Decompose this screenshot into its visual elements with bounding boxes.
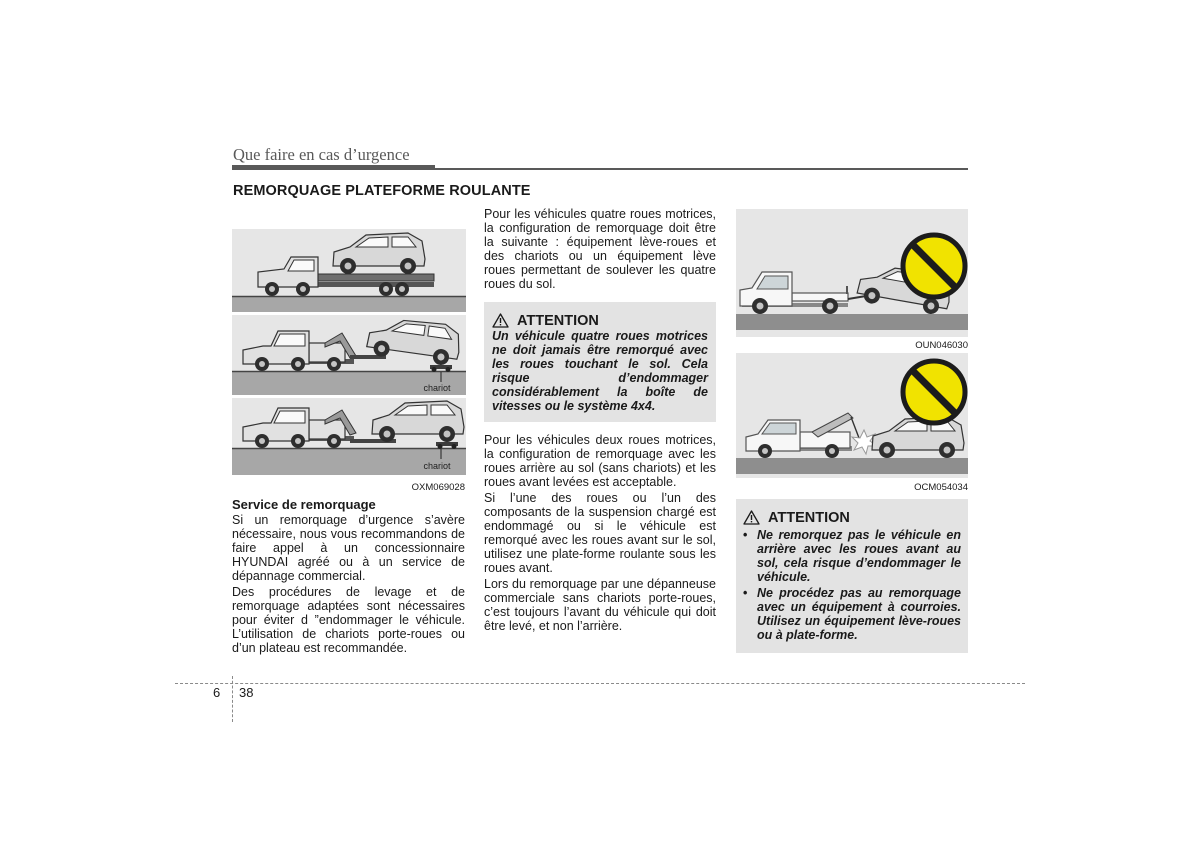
paragraph: Pour les véhicules deux roues motrices, la configuration de remorquage avec les roues arrière au sol (sans chariots) et les roues avant levées est acceptable.	[484, 433, 716, 489]
attention-item: • Ne remorquez pas le véhicule en arrière avec les roues avant au sol, cela risque d’endommager le véhicule.	[743, 528, 961, 584]
attention-title: ATTENTION	[768, 509, 850, 526]
wheel-hub	[331, 361, 337, 367]
wheel-hub	[259, 361, 265, 367]
attention-text: Un véhicule quatre roues motrices ne doit jamais être remorqué avec les roues touchant le sol. Cela risque d’endommager considérablement la boîte de vitesses ou le système 4x4.	[492, 329, 708, 413]
attention-title: ATTENTION	[517, 312, 599, 329]
footer-rule	[175, 683, 1025, 684]
wheel-hub	[345, 263, 352, 270]
wheel-hub	[331, 438, 337, 444]
wheel-hub	[444, 431, 451, 438]
dolly-wheel	[446, 367, 451, 372]
road	[736, 314, 968, 330]
warning-icon	[492, 313, 509, 328]
warning-mark	[500, 318, 501, 323]
figure-caption: OXM069028	[411, 482, 465, 493]
attention-header	[492, 312, 708, 329]
flatbed-scene	[232, 229, 466, 312]
wheel-hub	[405, 263, 412, 270]
towing-methods-illustration	[232, 229, 466, 475]
warning-dot	[751, 521, 752, 522]
paragraph: Des procédures de levage et de remorquage adaptées sont nécessaires pour éviter d ”endommager le véhicule. L’utilisation de chariots porte-roues ou d’un plateau est recommandée.	[232, 585, 465, 655]
wheel-hub	[295, 361, 301, 367]
wheel-hub	[884, 447, 891, 454]
attention-item: • Ne procédez pas au remorquage avec un équipement à courroies. Utilisez un équipement lève-roues ou à plate-forme.	[743, 586, 961, 642]
wheel-hub	[827, 303, 834, 310]
wheel-hub	[944, 447, 951, 454]
footer-divider	[232, 676, 233, 722]
truck-window	[274, 411, 305, 423]
subheading: Service de remorquage	[232, 497, 376, 512]
wheel-hub	[399, 286, 405, 292]
warning-dot	[500, 324, 501, 325]
paragraph: Si un remorquage d’urgence s’avère nécessaire, nous vous recommandons de faire appel à un concessionnaire HYUNDAI agréé ou à un service de dépannage commercial.	[232, 513, 465, 583]
wheel-hub	[269, 286, 275, 292]
crane-tow-prohibited-illustration	[736, 353, 968, 478]
header-rule-accent	[232, 165, 435, 170]
dolly-wheel	[438, 444, 443, 449]
paragraph: Pour les véhicules quatre roues motrices, la configuration de remorquage doit être la suivante : équipement lève-roues et des chariots ou un équipement lève roues permettant de soulever les quatre roues du sol.	[484, 207, 716, 291]
warning-mark	[751, 515, 752, 520]
flatbed-deck	[792, 293, 848, 301]
wheel-hub	[295, 438, 301, 444]
page-title: REMORQUAGE PLATEFORME ROULANTE	[233, 183, 531, 199]
wheel-lift-dolly-scene	[232, 314, 466, 395]
road	[736, 458, 968, 474]
wheel-hub	[762, 448, 768, 454]
wheel-hub	[384, 431, 391, 438]
dolly-label: chariot	[423, 383, 451, 393]
flat-tow-prohibited-illustration	[736, 209, 968, 337]
paragraph: Lors du remorquage par une dépanneuse commerciale sans chariots porte-roues, c’est toujours l’avant du véhicule qui doit être levé, et non l’arrière.	[484, 577, 716, 633]
attention-box	[736, 499, 968, 653]
wheel-hub	[300, 286, 306, 292]
road	[232, 296, 466, 312]
dolly-wheel	[452, 444, 457, 449]
wheel-hub	[757, 303, 764, 310]
prohibition-icon	[903, 361, 965, 423]
attention-list	[743, 528, 961, 642]
flatbed-post	[846, 286, 848, 294]
tow-bed	[800, 432, 850, 448]
flatbed-deck	[318, 274, 434, 281]
wheel-hub	[829, 448, 835, 454]
figure-caption: OUN046030	[915, 340, 968, 351]
wheel-hub	[383, 286, 389, 292]
wheel-hub	[259, 438, 265, 444]
dolly-wheel	[432, 367, 437, 372]
truck-window	[274, 334, 305, 346]
page-number: 38	[239, 685, 254, 700]
attention-header	[743, 509, 961, 526]
attention-box	[484, 302, 716, 422]
prohibition-icon	[903, 235, 965, 297]
section-header: Que faire en cas d’urgence	[233, 145, 410, 164]
left-column	[232, 497, 465, 657]
warning-icon	[743, 510, 760, 525]
dolly-label: chariot	[423, 461, 451, 471]
middle-column-body	[484, 433, 716, 635]
level-dolly-scene	[232, 398, 466, 475]
middle-column-intro	[484, 207, 716, 293]
figure-caption: OCM054034	[914, 482, 968, 493]
chapter-number: 6	[213, 685, 221, 700]
paragraph: Si l’une des roues ou l’un des composants de la suspension chargé est endommagé ou si le véhicule est remorqué avec les roues avant sur le sol, utilisez une plate-forme roulante sous les roues avant.	[484, 491, 716, 575]
